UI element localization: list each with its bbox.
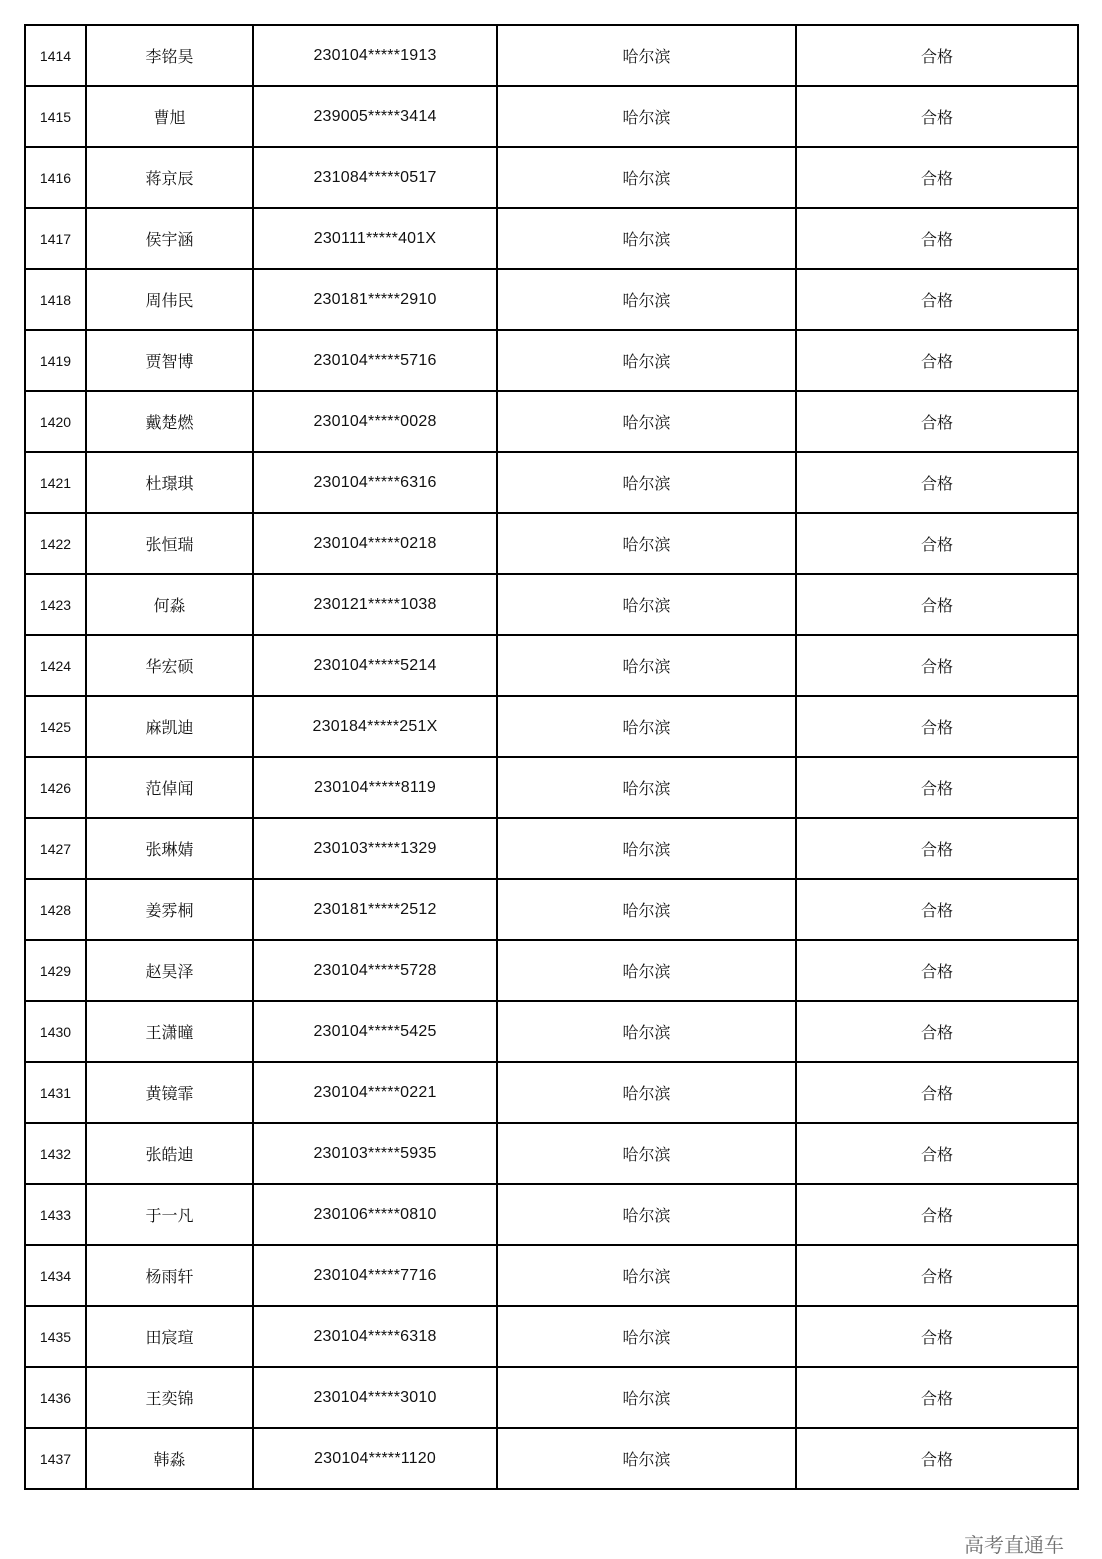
result-cell: 合格 — [796, 208, 1078, 269]
id-number-cell: 230104*****1913 — [253, 25, 497, 86]
result-cell: 合格 — [796, 1245, 1078, 1306]
result-cell: 合格 — [796, 818, 1078, 879]
city-cell: 哈尔滨 — [497, 330, 796, 391]
id-number-cell: 230103*****1329 — [253, 818, 497, 879]
id-number-cell: 230106*****0810 — [253, 1184, 497, 1245]
candidate-name-cell: 张琳婧 — [86, 818, 253, 879]
row-number-cell: 1429 — [25, 940, 86, 1001]
id-number-cell: 230104*****5728 — [253, 940, 497, 1001]
row-number-cell: 1422 — [25, 513, 86, 574]
id-number-cell: 230104*****8119 — [253, 757, 497, 818]
results-table — [24, 24, 1079, 1490]
city-cell: 哈尔滨 — [497, 452, 796, 513]
table-row — [25, 208, 1078, 269]
city-cell: 哈尔滨 — [497, 25, 796, 86]
row-number-cell: 1423 — [25, 574, 86, 635]
id-number-cell: 230181*****2910 — [253, 269, 497, 330]
result-cell: 合格 — [796, 635, 1078, 696]
table-row — [25, 940, 1078, 1001]
candidate-name-cell: 张恒瑞 — [86, 513, 253, 574]
table-row — [25, 1001, 1078, 1062]
result-cell: 合格 — [796, 391, 1078, 452]
candidate-name-cell: 王奕锦 — [86, 1367, 253, 1428]
candidate-name-cell: 李铭昊 — [86, 25, 253, 86]
candidate-name-cell: 蒋京辰 — [86, 147, 253, 208]
candidate-name-cell: 侯宇涵 — [86, 208, 253, 269]
row-number-cell: 1436 — [25, 1367, 86, 1428]
table-row — [25, 635, 1078, 696]
candidate-name-cell: 曹旭 — [86, 86, 253, 147]
table-row — [25, 1123, 1078, 1184]
id-number-cell: 230121*****1038 — [253, 574, 497, 635]
city-cell: 哈尔滨 — [497, 1001, 796, 1062]
id-number-cell: 230181*****2512 — [253, 879, 497, 940]
row-number-cell: 1425 — [25, 696, 86, 757]
city-cell: 哈尔滨 — [497, 1306, 796, 1367]
id-number-cell: 230103*****5935 — [253, 1123, 497, 1184]
row-number-cell: 1432 — [25, 1123, 86, 1184]
result-cell: 合格 — [796, 1428, 1078, 1489]
result-cell: 合格 — [796, 1184, 1078, 1245]
city-cell: 哈尔滨 — [497, 818, 796, 879]
result-cell: 合格 — [796, 574, 1078, 635]
candidate-name-cell: 杜璟琪 — [86, 452, 253, 513]
row-number-cell: 1430 — [25, 1001, 86, 1062]
row-number-cell: 1433 — [25, 1184, 86, 1245]
candidate-name-cell: 张皓迪 — [86, 1123, 253, 1184]
city-cell: 哈尔滨 — [497, 86, 796, 147]
id-number-cell: 230104*****0028 — [253, 391, 497, 452]
table-row — [25, 1245, 1078, 1306]
candidate-name-cell: 于一凡 — [86, 1184, 253, 1245]
row-number-cell: 1434 — [25, 1245, 86, 1306]
candidate-name-cell: 韩淼 — [86, 1428, 253, 1489]
id-number-cell: 230104*****5214 — [253, 635, 497, 696]
result-cell: 合格 — [796, 147, 1078, 208]
city-cell: 哈尔滨 — [497, 879, 796, 940]
candidate-name-cell: 赵昊泽 — [86, 940, 253, 1001]
table-row — [25, 1428, 1078, 1489]
city-cell: 哈尔滨 — [497, 269, 796, 330]
city-cell: 哈尔滨 — [497, 1367, 796, 1428]
result-cell: 合格 — [796, 513, 1078, 574]
id-number-cell: 230104*****1120 — [253, 1428, 497, 1489]
city-cell: 哈尔滨 — [497, 757, 796, 818]
result-cell: 合格 — [796, 269, 1078, 330]
table-row — [25, 757, 1078, 818]
row-number-cell: 1426 — [25, 757, 86, 818]
result-cell: 合格 — [796, 330, 1078, 391]
result-cell: 合格 — [796, 757, 1078, 818]
row-number-cell: 1435 — [25, 1306, 86, 1367]
city-cell: 哈尔滨 — [497, 513, 796, 574]
id-number-cell: 230104*****0218 — [253, 513, 497, 574]
candidate-name-cell: 麻凯迪 — [86, 696, 253, 757]
table-row — [25, 391, 1078, 452]
city-cell: 哈尔滨 — [497, 1123, 796, 1184]
id-number-cell: 230111*****401X — [253, 208, 497, 269]
table-row — [25, 1062, 1078, 1123]
city-cell: 哈尔滨 — [497, 574, 796, 635]
city-cell: 哈尔滨 — [497, 940, 796, 1001]
id-number-cell: 239005*****3414 — [253, 86, 497, 147]
table-row — [25, 513, 1078, 574]
results-table-body — [25, 25, 1078, 1489]
table-row — [25, 330, 1078, 391]
id-number-cell: 230184*****251X — [253, 696, 497, 757]
result-cell: 合格 — [796, 1306, 1078, 1367]
watermark-text: 高考直通车 — [964, 1533, 1064, 1557]
table-row — [25, 1367, 1078, 1428]
table-row — [25, 25, 1078, 86]
table-row — [25, 696, 1078, 757]
row-number-cell: 1421 — [25, 452, 86, 513]
row-number-cell: 1427 — [25, 818, 86, 879]
city-cell: 哈尔滨 — [497, 696, 796, 757]
row-number-cell: 1431 — [25, 1062, 86, 1123]
table-row — [25, 1306, 1078, 1367]
result-cell: 合格 — [796, 452, 1078, 513]
id-number-cell: 230104*****6316 — [253, 452, 497, 513]
city-cell: 哈尔滨 — [497, 1428, 796, 1489]
table-row — [25, 1184, 1078, 1245]
id-number-cell: 230104*****6318 — [253, 1306, 497, 1367]
candidate-name-cell: 杨雨轩 — [86, 1245, 253, 1306]
candidate-name-cell: 黄镜霏 — [86, 1062, 253, 1123]
candidate-name-cell: 贾智博 — [86, 330, 253, 391]
city-cell: 哈尔滨 — [497, 1062, 796, 1123]
id-number-cell: 230104*****0221 — [253, 1062, 497, 1123]
row-number-cell: 1424 — [25, 635, 86, 696]
table-row — [25, 879, 1078, 940]
candidate-name-cell: 戴楚燃 — [86, 391, 253, 452]
result-cell: 合格 — [796, 1001, 1078, 1062]
candidate-name-cell: 华宏硕 — [86, 635, 253, 696]
table-row — [25, 574, 1078, 635]
row-number-cell: 1414 — [25, 25, 86, 86]
row-number-cell: 1437 — [25, 1428, 86, 1489]
candidate-name-cell: 田宸瑄 — [86, 1306, 253, 1367]
row-number-cell: 1417 — [25, 208, 86, 269]
row-number-cell: 1420 — [25, 391, 86, 452]
row-number-cell: 1416 — [25, 147, 86, 208]
table-row — [25, 269, 1078, 330]
result-cell: 合格 — [796, 1062, 1078, 1123]
id-number-cell: 230104*****5425 — [253, 1001, 497, 1062]
result-cell: 合格 — [796, 940, 1078, 1001]
table-row — [25, 452, 1078, 513]
id-number-cell: 230104*****5716 — [253, 330, 497, 391]
result-cell: 合格 — [796, 879, 1078, 940]
candidate-name-cell: 何淼 — [86, 574, 253, 635]
result-cell: 合格 — [796, 696, 1078, 757]
city-cell: 哈尔滨 — [497, 1184, 796, 1245]
row-number-cell: 1419 — [25, 330, 86, 391]
city-cell: 哈尔滨 — [497, 1245, 796, 1306]
id-number-cell: 230104*****3010 — [253, 1367, 497, 1428]
table-row — [25, 818, 1078, 879]
result-cell: 合格 — [796, 25, 1078, 86]
result-cell: 合格 — [796, 1367, 1078, 1428]
table-row — [25, 86, 1078, 147]
row-number-cell: 1415 — [25, 86, 86, 147]
city-cell: 哈尔滨 — [497, 391, 796, 452]
result-cell: 合格 — [796, 86, 1078, 147]
table-row — [25, 147, 1078, 208]
candidate-name-cell: 王潇曈 — [86, 1001, 253, 1062]
city-cell: 哈尔滨 — [497, 147, 796, 208]
candidate-name-cell: 姜雰桐 — [86, 879, 253, 940]
city-cell: 哈尔滨 — [497, 635, 796, 696]
id-number-cell: 230104*****7716 — [253, 1245, 497, 1306]
row-number-cell: 1428 — [25, 879, 86, 940]
city-cell: 哈尔滨 — [497, 208, 796, 269]
candidate-name-cell: 周伟民 — [86, 269, 253, 330]
id-number-cell: 231084*****0517 — [253, 147, 497, 208]
result-cell: 合格 — [796, 1123, 1078, 1184]
row-number-cell: 1418 — [25, 269, 86, 330]
candidate-name-cell: 范倬闻 — [86, 757, 253, 818]
